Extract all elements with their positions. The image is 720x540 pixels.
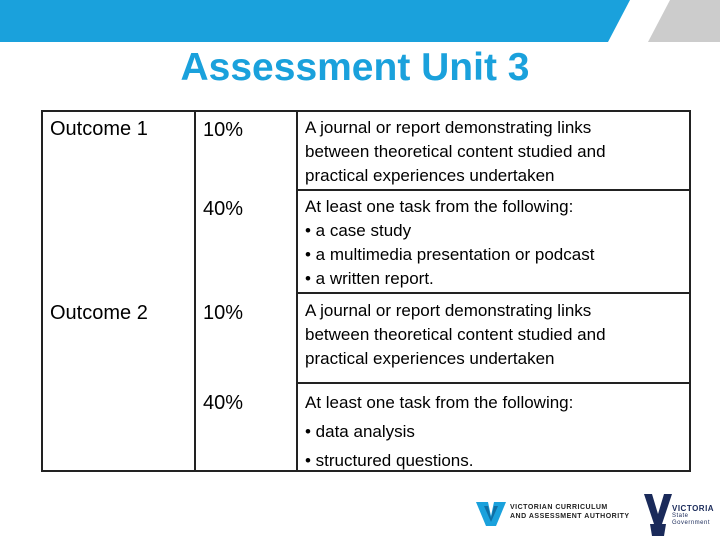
task-weight: 10% xyxy=(203,302,244,324)
task-description xyxy=(305,388,573,475)
description-line: A journal or report demonstrating links xyxy=(305,118,592,137)
task-weight: 10% xyxy=(203,119,244,141)
row-divider xyxy=(296,292,691,294)
victoria-logo-text: VICTORIA State Government xyxy=(672,504,715,526)
header-banner xyxy=(0,0,720,42)
row-divider xyxy=(296,382,691,384)
vcaa-logo-icon xyxy=(476,498,506,528)
bullet-item: • a multimedia presentation or podcast xyxy=(305,245,595,264)
task-description xyxy=(305,195,594,291)
description-line: At least one task from the following: xyxy=(305,393,574,412)
page-title: Assessment Unit 3 xyxy=(180,46,530,89)
outcome-label: Outcome 1 xyxy=(50,118,148,140)
task-weight: 40% xyxy=(203,392,244,414)
description-line: between theoretical content studied and xyxy=(305,142,606,161)
column-divider xyxy=(194,110,196,472)
bullet-item: • a case study xyxy=(305,221,412,240)
task-description xyxy=(305,116,606,188)
task-weight: 40% xyxy=(203,198,244,220)
description-line: At least one task from the following: xyxy=(305,197,574,216)
column-divider xyxy=(296,110,298,472)
task-description xyxy=(305,299,606,371)
description-line: practical experiences undertaken xyxy=(305,166,555,185)
bullet-item: • a written report. xyxy=(305,269,434,288)
description-line: A journal or report demonstrating links xyxy=(305,301,592,320)
description-line: between theoretical content studied and xyxy=(305,325,606,344)
bullet-item: • structured questions. xyxy=(305,451,474,470)
description-line: practical experiences undertaken xyxy=(305,349,555,368)
row-divider xyxy=(296,189,691,191)
bullet-item: • data analysis xyxy=(305,422,415,441)
outcome-label: Outcome 2 xyxy=(50,302,148,324)
vcaa-logo-text: VICTORIAN CURRICULUM AND ASSESSMENT AUTHORITY xyxy=(510,504,630,520)
